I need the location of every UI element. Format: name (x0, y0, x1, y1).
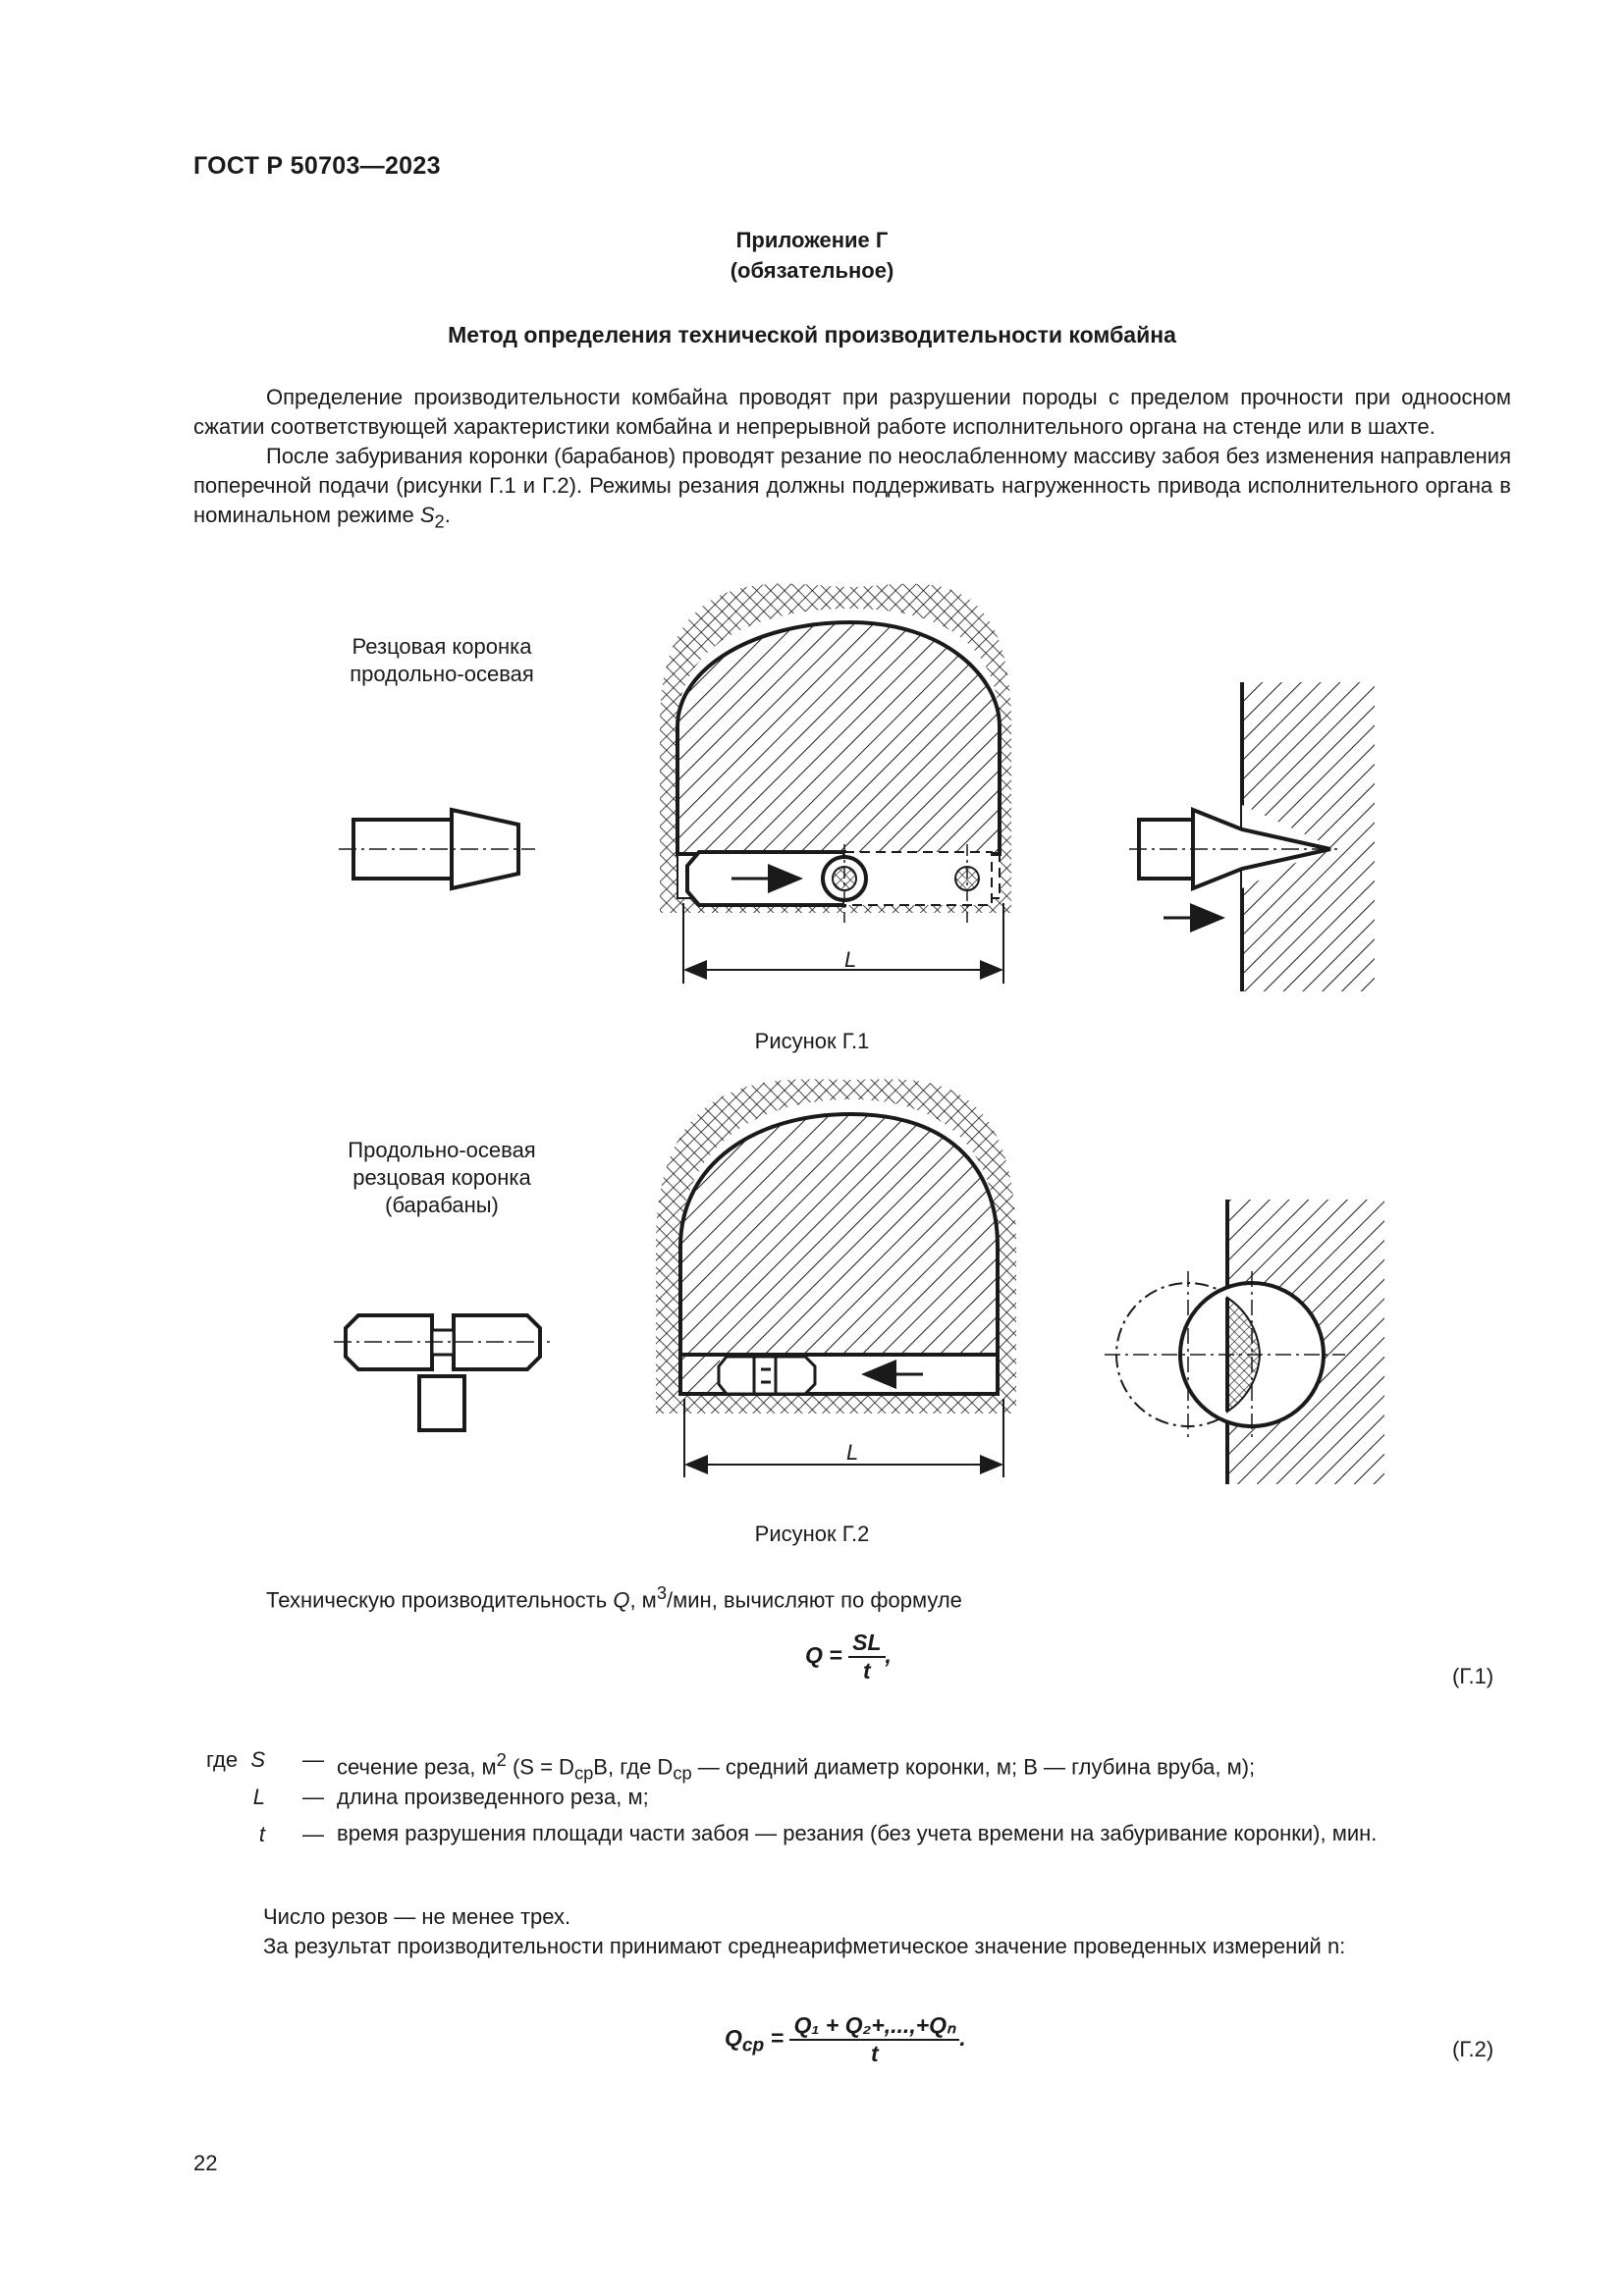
intro-paragraph-2-end: . (444, 503, 451, 527)
symbol-s: S (419, 503, 435, 527)
definitions-list (0, 1745, 1624, 1902)
definition-text: длина произведенного реза, м; (337, 1785, 649, 1809)
formula-intro (193, 1578, 1511, 1615)
formula-2: $Q_{ср}$ = $\frac{\text{Q₁ + Q₂+,...,+Qₙ}}{t}$ . (725, 2012, 966, 2066)
figure1-label-line1: Резцовая коронка (352, 634, 532, 659)
formula-1-tail: , (885, 1642, 892, 1669)
formula-1-numerator: SL (848, 1629, 885, 1658)
definition-s-sub2: ср (673, 1762, 692, 1784)
intro-paragraph-2-text: После забуривания коронки (барабанов) проводят резание по неослабленному массиву забоя без изменения направления поперечной подачи (рисунки Г.1 и Г.2). Режимы резания должны поддерживать нагруженность привода исполнительного органа в номинальном режиме (193, 444, 1511, 527)
figure2-label-line3: (барабаны) (385, 1193, 499, 1217)
formula-1-number: (Г.1) (1452, 1664, 1494, 1688)
page-number: 22 (193, 2151, 218, 2175)
figure2-face-icon (656, 1079, 1016, 1477)
where-label: где (206, 1747, 239, 1772)
formula-2-lhs: Q (725, 2025, 742, 2052)
definition-s-sub1: ср (573, 1762, 594, 1784)
figure2-dimension-label: L (846, 1440, 859, 1465)
formula-1 (805, 1629, 892, 1684)
figure2-section-icon (1105, 1200, 1384, 1484)
formula-2-number: (Г.2) (1452, 2037, 1494, 2061)
definition-dash: — (302, 1822, 324, 1846)
formula-1-denominator: t (862, 1658, 871, 1683)
formula-intro-unit: , м (629, 1587, 657, 1613)
definition-s-formula: (S = D (506, 1754, 574, 1780)
formula-intro-text: Техническую производительность (266, 1587, 614, 1613)
formula-2-denominator: t (871, 2041, 879, 2066)
formula-2-numerator: Q₁ + Q₂+,...,+Qₙ (789, 2012, 959, 2041)
definition-s-power: 2 (496, 1749, 507, 1770)
figure2-label-line1: Продольно-осевая (348, 1138, 536, 1162)
figure1-label-line2: продольно-осевая (350, 662, 534, 686)
formula-intro-text-end: /мин, вычисляют по формуле (667, 1587, 962, 1613)
figure1-caption: Рисунок Г.1 (754, 1029, 870, 1053)
figure2-label-line2: резцовая коронка (352, 1165, 531, 1190)
definition-symbol: S (250, 1747, 265, 1772)
definition-s-formula-mid: B, где D (593, 1754, 674, 1780)
definition-symbol: L (252, 1785, 265, 1809)
intro-paragraph-1: Определение производительности комбайна проводят при разрушении породы с пределом прочности при одноосном сжатии соответствующей характеристики комбайна и непрерывной работе исполнительного органа на стенде или в шахте. (193, 385, 1511, 439)
definition-s-text: сечение реза, м (337, 1754, 497, 1780)
formula-2-fraction (789, 2012, 959, 2067)
appendix-label: Приложение Г (735, 228, 889, 252)
formula-1-lhs: Q = (805, 1642, 842, 1669)
closing-paragraph-2: За результат производительности принимают среднеарифметическое значение проведенных измерений n: (263, 1934, 1346, 1958)
definition-dash: — (302, 1785, 324, 1809)
figure2-caption: Рисунок Г.2 (754, 1522, 870, 1546)
definition-text: время разрушения площади части забоя — резания (без учета времени на забуривание коронки), мин. (337, 1821, 1378, 1845)
definition-symbol: t (258, 1822, 265, 1846)
appendix-title: Метод определения технической производительности комбайна (448, 322, 1176, 347)
symbol-s-subscript: 2 (434, 510, 445, 532)
document-id: ГОСТ Р 50703—2023 (193, 152, 441, 180)
figure2-drums-icon (334, 1315, 550, 1430)
definition-s-end: — средний диаметр коронки, м; B — глубина вруба, м); (691, 1754, 1256, 1780)
formula-2-lhs-subscript: ср (741, 2035, 765, 2056)
symbol-q: Q (613, 1587, 630, 1613)
appendix-status: (обязательное) (730, 258, 894, 283)
closing-text (263, 1902, 1512, 1961)
formula-1-fraction (848, 1629, 885, 1684)
closing-paragraph-1: Число резов — не менее трех. (263, 1904, 571, 1929)
figure1-dimension-label: L (844, 947, 857, 972)
formula-intro-unit-power: 3 (656, 1582, 668, 1603)
formula-2-tail: . (959, 2025, 966, 2052)
definition-dash: — (302, 1747, 324, 1772)
